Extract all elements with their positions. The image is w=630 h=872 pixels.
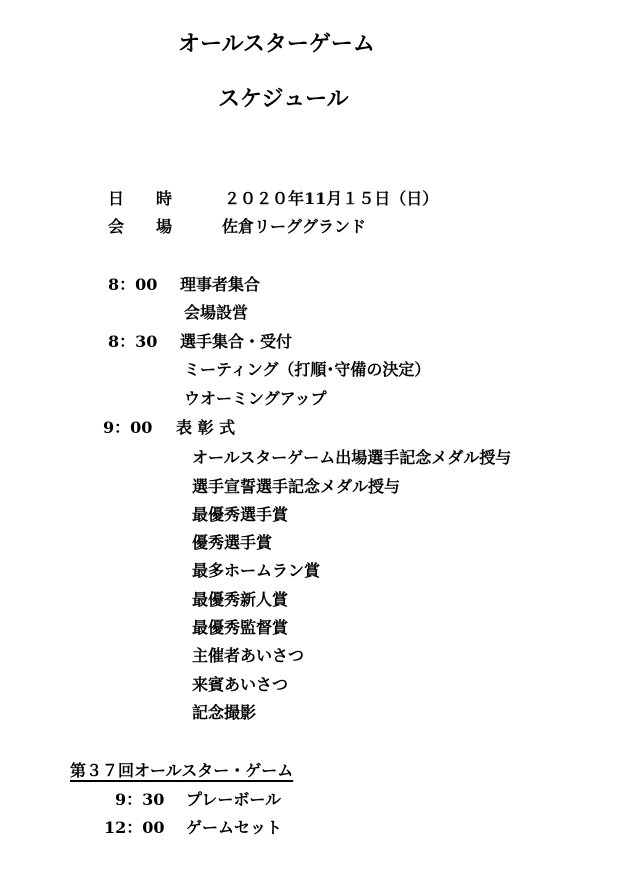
ceremony-item: 最優秀監督賞 (192, 618, 289, 637)
ceremony-item: 選手宣誓選手記念メダル授与 (192, 477, 401, 496)
ceremony-item: 主催者あいさつ (192, 646, 305, 665)
date-value: ２０２０年11月１５日（日） (224, 189, 439, 208)
ceremony-item: 最多ホームラン賞 (192, 561, 321, 580)
schedule-time: 9：00 (103, 418, 153, 437)
schedule-time: 8：30 (108, 332, 158, 351)
venue-value: 佐倉リーググランド (222, 217, 367, 236)
schedule-item: 理事者集合 (180, 275, 261, 294)
game-time: 9：30 (115, 790, 165, 809)
ceremony-item: 来賓あいさつ (192, 675, 289, 694)
venue-label: 会 場 (108, 217, 173, 236)
game-event: プレーボール (186, 790, 282, 809)
ceremony-item: 記念撮影 (192, 703, 257, 722)
game-time: 12：00 (104, 818, 165, 837)
schedule-time: 8：00 (108, 275, 158, 294)
schedule-item: ミーティング（打順･守備の決定） (184, 360, 431, 379)
ceremony-item: 優秀選手賞 (192, 533, 273, 552)
ceremony-item: 最優秀選手賞 (192, 505, 289, 524)
game-event: ゲームセット (186, 818, 283, 837)
ceremony-item: オールスターゲーム出場選手記念メダル授与 (192, 448, 512, 467)
date-label: 日 時 (108, 189, 173, 208)
schedule-item: ウオーミングアップ (184, 389, 327, 408)
schedule-item: 選手集合・受付 (180, 332, 293, 351)
schedule-item: 表 彰 式 (176, 418, 236, 437)
schedule-item: 会場設営 (184, 303, 249, 322)
ceremony-item: 最優秀新人賞 (192, 590, 289, 609)
page-subtitle: スケジュール (218, 86, 349, 112)
page-title: オールスターゲーム (178, 31, 375, 57)
game-section-title: 第３７回オールスター・ゲーム (70, 761, 294, 780)
